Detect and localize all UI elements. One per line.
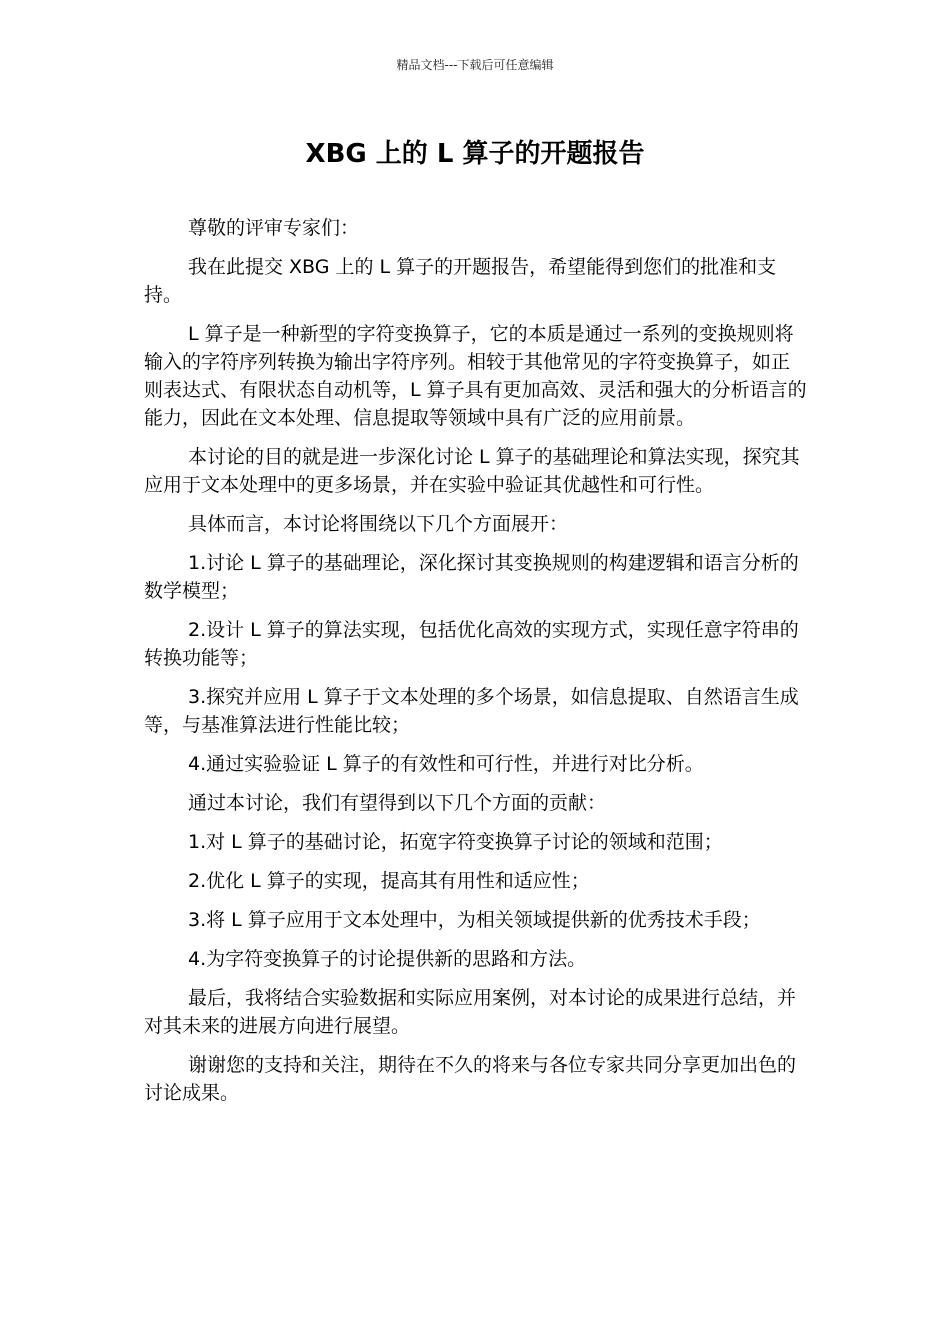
list-item-paragraph: 3.探究并应用 L 算子于文本处理的多个场景，如信息提取、自然语言生成等，与基准算法进行性能比较； xyxy=(144,686,799,736)
salutation-paragraph: 尊敬的评审专家们： xyxy=(188,217,360,239)
list-item-paragraph: 2.优化 L 算子的实现，提高其有用性和适应性； xyxy=(188,870,590,892)
body-paragraph: 具体而言，本讨论将围绕以下几个方面展开： xyxy=(188,513,569,535)
closing-paragraph: 谢谢您的支持和关注，期待在不久的将来与各位专家共同分享更加出色的讨论成果。 xyxy=(144,1054,797,1104)
body-paragraph: 最后，我将结合实验数据和实际应用案例，对本讨论的成果进行总结，并对其未来的进展方向进行展望。 xyxy=(144,987,797,1037)
list-item-paragraph: 1.讨论 L 算子的基础理论，深化探讨其变换规则的构建逻辑和语言分析的数学模型； xyxy=(144,552,799,602)
list-item-paragraph: 2.设计 L 算子的算法实现，包括优化高效的实现方式，实现任意字符串的转换功能等； xyxy=(144,619,799,669)
list-item-paragraph: 3.将 L 算子应用于文本处理中，为相关领域提供新的优秀技术手段； xyxy=(188,909,761,931)
list-item-paragraph: 4.通过实验验证 L 算子的有效性和可行性，并进行对比分析。 xyxy=(188,753,704,775)
body-paragraph: 通过本讨论，我们有望得到以下几个方面的贡献： xyxy=(188,792,607,814)
list-item-paragraph: 4.为字符变换算子的讨论提供新的思路和方法。 xyxy=(188,948,587,970)
body-paragraph: 我在此提交 XBG 上的 L 算子的开题报告，希望能得到您们的批准和支持。 xyxy=(144,256,777,306)
body-paragraph: 本讨论的目的就是进一步深化讨论 L 算子的基础理论和算法实现，探究其应用于文本处理中的更多场景，并在实验中验证其优越性和可行性。 xyxy=(144,446,800,496)
document-body xyxy=(144,214,808,1118)
page-header: 精品文档---下载后可任意编辑 xyxy=(396,58,554,72)
document-title: XBG 上的 L 算子的开题报告 xyxy=(305,139,645,169)
body-paragraph: L 算子是一种新型的字符变换算子，它的本质是通过一系列的变换规则将输入的字符序列转换为输出字符序列。相较于其他常见的字符变换算子，如正则表达式、有限状态自动机等，L 算子具有更加高效、灵活和强大的分析语言的能力，因此在文本处理、信息提取等领域中具有广泛的应用前景。 xyxy=(144,323,807,429)
list-item-paragraph: 1.对 L 算子的基础讨论，拓宽字符变换算子讨论的领域和范围； xyxy=(188,831,723,853)
